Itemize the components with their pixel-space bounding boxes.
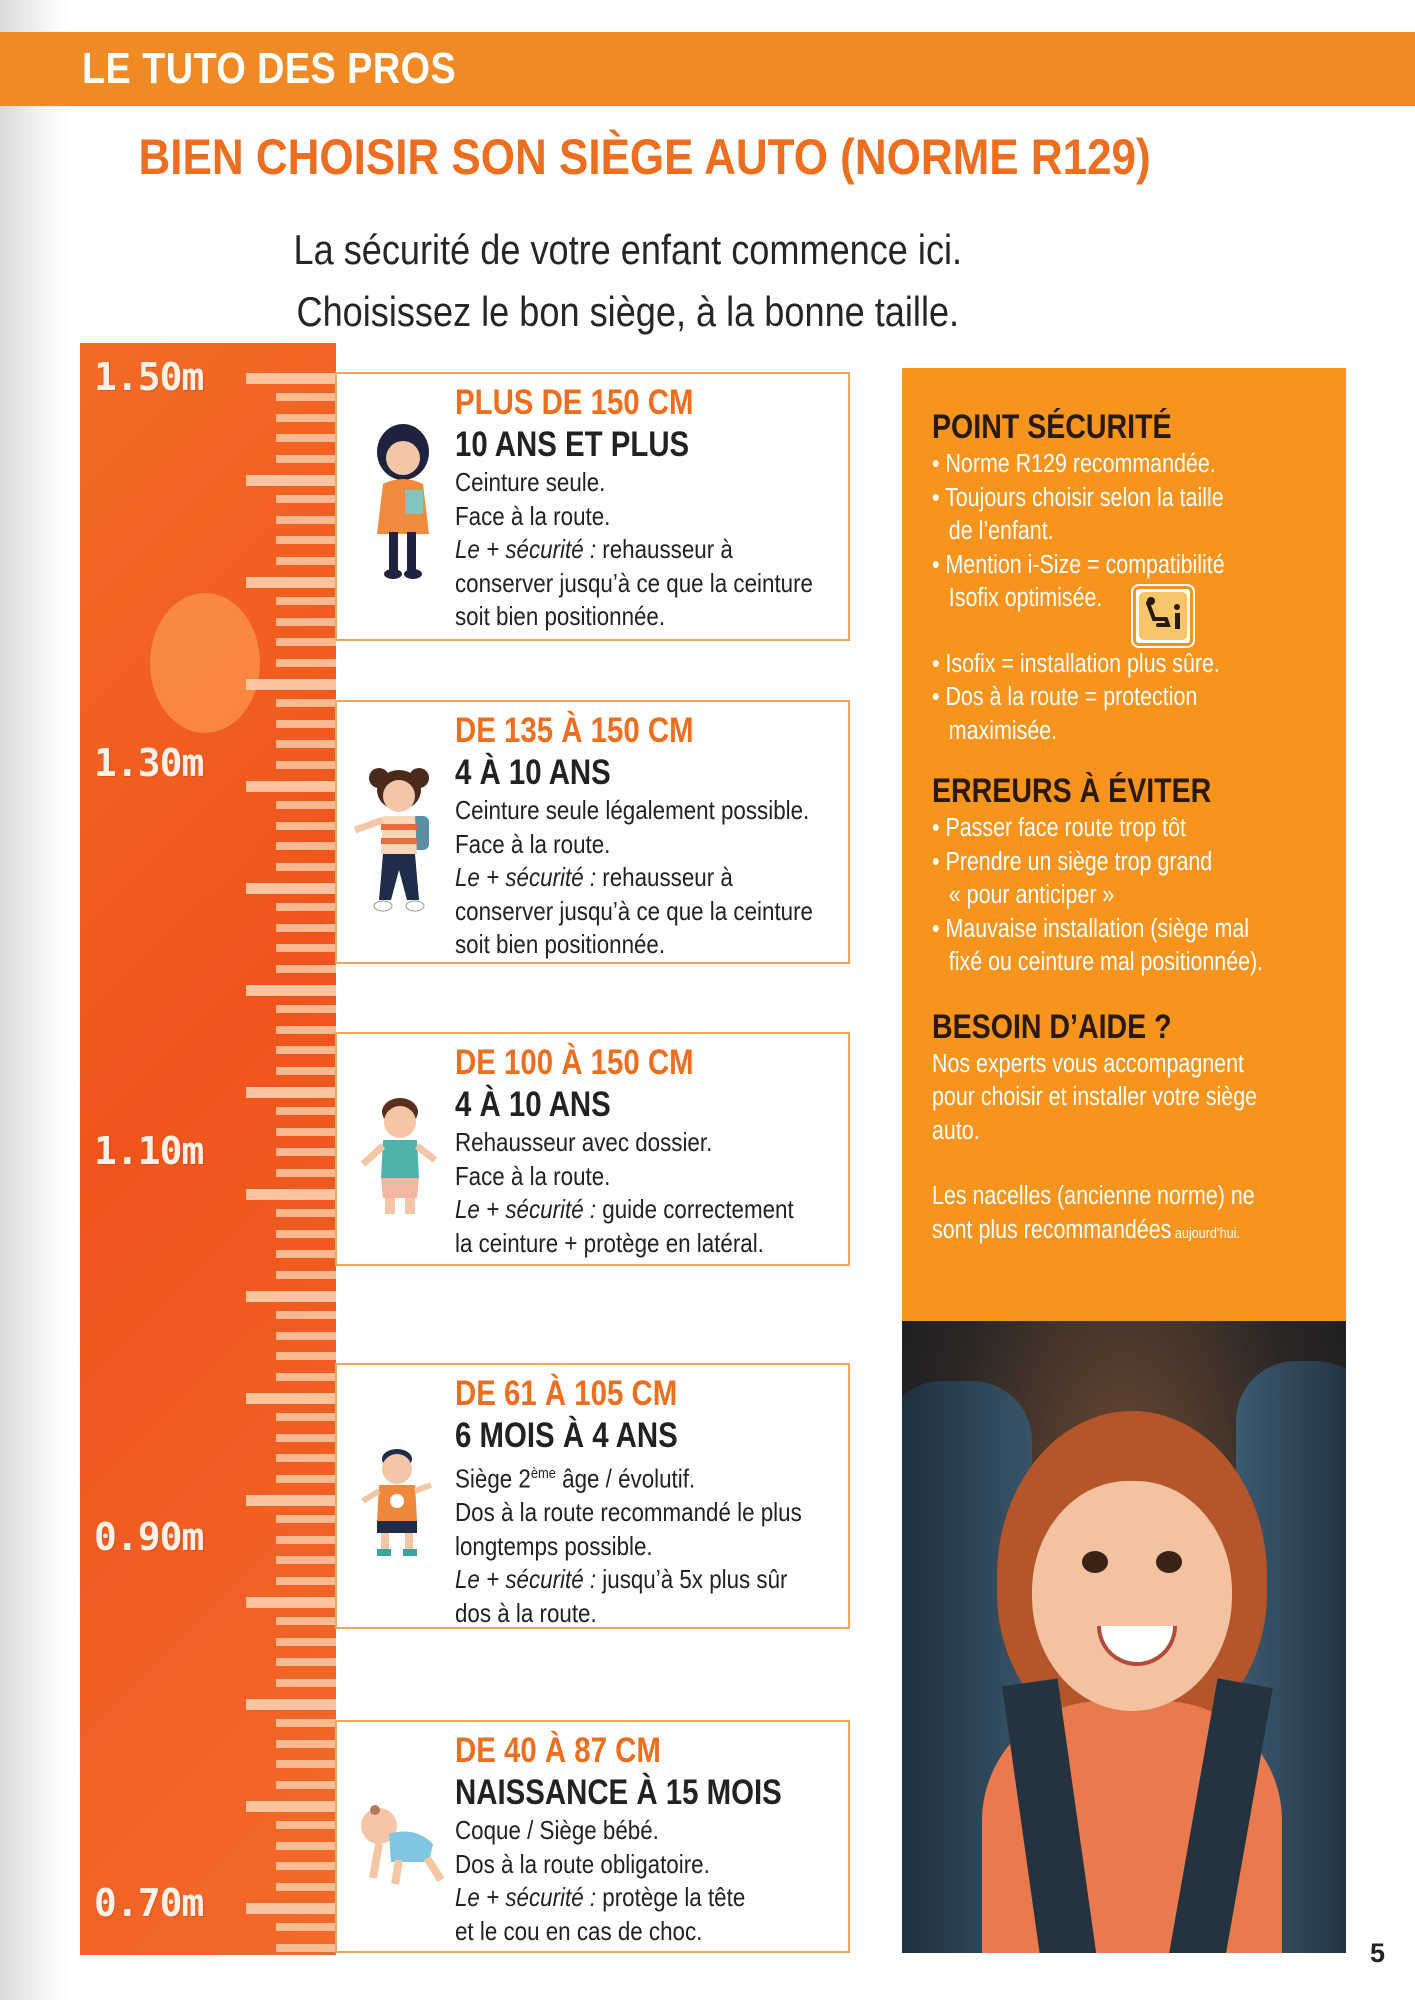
ruler-tick [276, 1230, 336, 1238]
card-line: Rehausseur avec dossier. [455, 1127, 713, 1157]
ruler-tick [276, 1107, 336, 1115]
page-title: BIEN CHOISIR SON SIÈGE AUTO (NORME R129) [138, 129, 1151, 185]
security-item: • Isofix = installation plus sûre. [932, 649, 1220, 678]
ruler-label: 0.70m [94, 1881, 204, 1925]
ruler-tick [276, 1883, 336, 1891]
ruler-tick [246, 1291, 336, 1302]
card-line: Ceinture seule légalement possible. [455, 795, 810, 825]
help-line: auto. [932, 1116, 980, 1145]
ruler-tick [276, 1515, 336, 1523]
errors-title: ERREURS À ÉVITER [932, 772, 1212, 810]
tip-text: protège la tête [596, 1882, 746, 1912]
ruler-tick [276, 699, 336, 707]
card-line: et le cou en cas de choc. [455, 1915, 703, 1946]
ruler-tick [276, 638, 336, 646]
ruler-tick [276, 1781, 336, 1789]
ruler-tick [276, 842, 336, 850]
ruler-tick [276, 1209, 336, 1217]
ruler-tick [246, 373, 336, 384]
ruler-tick [276, 944, 336, 952]
ruler-tick [276, 1475, 336, 1483]
tip-label: Le + sécurité : [455, 1564, 597, 1595]
tip-text: rehausseur à [596, 862, 733, 892]
card-size: DE 40 À 87 CM [455, 1731, 661, 1770]
card-age: 4 À 10 ANS [455, 753, 611, 792]
ruler-label: 1.30m [94, 741, 204, 785]
seat-card-135-150 [335, 700, 850, 964]
child-illustration-baby-crawling [355, 1800, 447, 1900]
card-line: conserver jusqu’à ce que la ceinture [455, 567, 813, 598]
seat-card-40-87 [335, 1720, 850, 1953]
security-item: • Norme R129 recommandée. [932, 450, 1216, 478]
ruler-tick [276, 1434, 336, 1442]
ruler-tick [276, 1128, 336, 1136]
ruler-tick [276, 1046, 336, 1054]
ruler-tick [276, 1740, 336, 1748]
ruler-tick [276, 455, 336, 463]
tip-label: Le + sécurité : [455, 862, 597, 892]
card-line: soit bien positionnée. [455, 929, 666, 959]
ruler-tick [276, 903, 336, 911]
ruler-tick [276, 761, 336, 769]
ruler-tick [276, 1842, 336, 1850]
help-title: BESOIN D’AIDE ? [932, 1007, 1172, 1046]
tip-text: jusqu’à 5x plus sûr [596, 1564, 788, 1595]
card-age: 4 À 10 ANS [455, 1085, 611, 1124]
card-age: 10 ANS ET PLUS [455, 425, 690, 464]
security-item: • Toujours choisir selon la taille [932, 483, 1224, 512]
ruler-tick [246, 679, 336, 690]
help-line: Nos experts vous accompagnent [932, 1049, 1244, 1078]
card-line: Dos à la route obligatoire. [455, 1848, 710, 1879]
security-item: de l’enfant. [948, 517, 1054, 545]
ruler-ticks [246, 343, 336, 1955]
ruler-tick [276, 801, 336, 809]
card-line: Dos à la route recommandé le plus [455, 1497, 802, 1528]
ruler-tick [276, 1026, 336, 1034]
ruler-tick [246, 781, 336, 792]
ruler-tick [276, 1679, 336, 1687]
seat-card-150-plus [335, 372, 850, 641]
ruler-tick [276, 1944, 336, 1952]
banner-label: LE TUTO DES PROS [82, 44, 457, 93]
ruler-tick [246, 1597, 336, 1608]
ruler-tick [276, 536, 336, 544]
ruler-tick [276, 1005, 336, 1013]
ruler-tick [276, 597, 336, 605]
ruler-tick [276, 1454, 336, 1462]
seat-card-61-105 [335, 1363, 850, 1629]
error-item: • Prendre un siège trop grand [932, 847, 1213, 876]
ruler-tick [276, 659, 336, 667]
section-banner [0, 32, 1415, 106]
ruler-tick [276, 1271, 336, 1279]
note-line: sont plus recommandées aujourd’hui. [932, 1215, 1240, 1244]
ruler-tick [276, 1250, 336, 1258]
ruler-tick [246, 1903, 336, 1914]
card-line: Coque / Siège bébé. [455, 1815, 659, 1845]
ruler-tick [276, 1148, 336, 1156]
ruler-tick [276, 1311, 336, 1319]
card-size: DE 135 À 150 CM [455, 711, 694, 750]
card-line: Face à la route. [455, 828, 611, 859]
ruler-tick [276, 516, 336, 524]
ruler-label: 0.90m [94, 1515, 204, 1559]
ruler-tick [276, 1638, 336, 1646]
error-item: • Passer face route trop tôt [932, 814, 1186, 842]
card-line: Face à la route. [455, 500, 611, 531]
card-tip [455, 1193, 794, 1227]
tip-text: guide correctement [596, 1194, 794, 1224]
ruler-tick [276, 1862, 336, 1870]
ruler-tick [276, 557, 336, 565]
ruler-tick [276, 1067, 336, 1075]
card-tip [455, 1881, 790, 1915]
safety-panel [902, 368, 1346, 1321]
security-item: maximisée. [948, 716, 1058, 745]
card-tip [455, 533, 790, 567]
seat-card-100-150 [335, 1032, 850, 1266]
security-item: Isofix optimisée. [948, 584, 1103, 612]
ruler-tick [276, 1556, 336, 1564]
ruler-tick [246, 1495, 336, 1506]
card-size: DE 61 À 105 CM [455, 1374, 678, 1413]
card-line: soit bien positionnée. [455, 601, 666, 631]
card-line: la ceinture + protège en latéral. [455, 1227, 764, 1258]
ruler-tick [276, 1413, 336, 1421]
intro-line-1: La sécurité de votre enfant commence ici. [293, 226, 963, 273]
card-line: Ceinture seule. [455, 467, 606, 497]
card-line: dos à la route. [455, 1597, 597, 1628]
ruler-tick [276, 1352, 336, 1360]
ruler-tick [276, 1373, 336, 1381]
security-title: POINT SÉCURITÉ [932, 408, 1172, 446]
ruler-tick [276, 1577, 336, 1585]
child-illustration-girl-book [365, 424, 441, 584]
ruler-tick [246, 883, 336, 894]
card-tip [455, 1563, 790, 1597]
ruler-tick [276, 740, 336, 748]
ruler-tick [246, 475, 336, 486]
help-line: pour choisir et installer votre siège [932, 1083, 1258, 1111]
tip-text: rehausseur à [596, 534, 733, 564]
ruler-tick [276, 1658, 336, 1666]
ruler-tick [276, 1923, 336, 1931]
ruler-label: 1.50m [94, 355, 204, 399]
intro-line-2: Choisissez le bon siège, à la bonne taille. [296, 288, 960, 335]
ruler-tick [246, 1087, 336, 1098]
tip-label: Le + sécurité : [455, 1882, 597, 1912]
card-line: longtemps possible. [455, 1530, 653, 1561]
isofix-icon [1133, 586, 1193, 646]
card-line: Face à la route. [455, 1160, 611, 1191]
tip-label: Le + sécurité : [455, 1194, 597, 1224]
ruler-tick [276, 1719, 336, 1727]
ruler-tick [276, 1332, 336, 1340]
error-item: fixé ou ceinture mal positionnée). [948, 948, 1264, 976]
ruler-tick [276, 863, 336, 871]
ruler-tick [276, 495, 336, 503]
ruler-tick [276, 1169, 336, 1177]
card-size: PLUS DE 150 CM [455, 383, 694, 422]
ruler-tick [276, 720, 336, 728]
child-in-car-seat-photo [902, 1321, 1346, 1953]
card-tip [455, 861, 790, 895]
note-line: Les nacelles (ancienne norme) ne [932, 1182, 1255, 1210]
ruler-tick [246, 1189, 336, 1200]
ruler-decoration [150, 593, 260, 733]
security-item: • Dos à la route = protection [932, 683, 1198, 711]
ruler-label: 1.10m [94, 1129, 204, 1173]
ruler-tick [246, 1801, 336, 1812]
ruler-tick [276, 822, 336, 830]
ruler-tick [276, 618, 336, 626]
ruler-tick [276, 1821, 336, 1829]
ruler-tick [246, 577, 336, 588]
security-item: • Mention i-Size = compatibilité [932, 550, 1225, 579]
ruler-tick [246, 985, 336, 996]
child-illustration-baby-walking [357, 1445, 437, 1565]
ruler-tick [276, 1536, 336, 1544]
ruler-tick [276, 414, 336, 422]
page-number: 5 [1370, 1938, 1386, 1968]
ruler-tick [276, 1760, 336, 1768]
card-size: DE 100 À 150 CM [455, 1043, 694, 1082]
ruler-tick [276, 1617, 336, 1625]
error-item: « pour anticiper » [948, 881, 1115, 909]
tip-label: Le + sécurité : [455, 534, 597, 564]
ruler-tick [246, 1393, 336, 1404]
error-item: • Mauvaise installation (siège mal [932, 914, 1250, 943]
ruler-tick [276, 924, 336, 932]
ruler-tick [246, 1699, 336, 1710]
card-age: 6 MOIS À 4 ANS [455, 1416, 678, 1455]
card-age: NAISSANCE À 15 MOIS [455, 1773, 782, 1812]
ruler-tick [276, 965, 336, 973]
card-line: conserver jusqu’à ce que la ceinture [455, 895, 813, 926]
ruler-tick [276, 393, 336, 401]
child-illustration-girl-backpack [349, 760, 449, 920]
card-line: Siège 2ème âge / évolutif. [455, 1463, 696, 1494]
height-ruler [80, 343, 336, 1955]
child-illustration-toddler [355, 1094, 445, 1224]
ruler-tick [276, 434, 336, 442]
